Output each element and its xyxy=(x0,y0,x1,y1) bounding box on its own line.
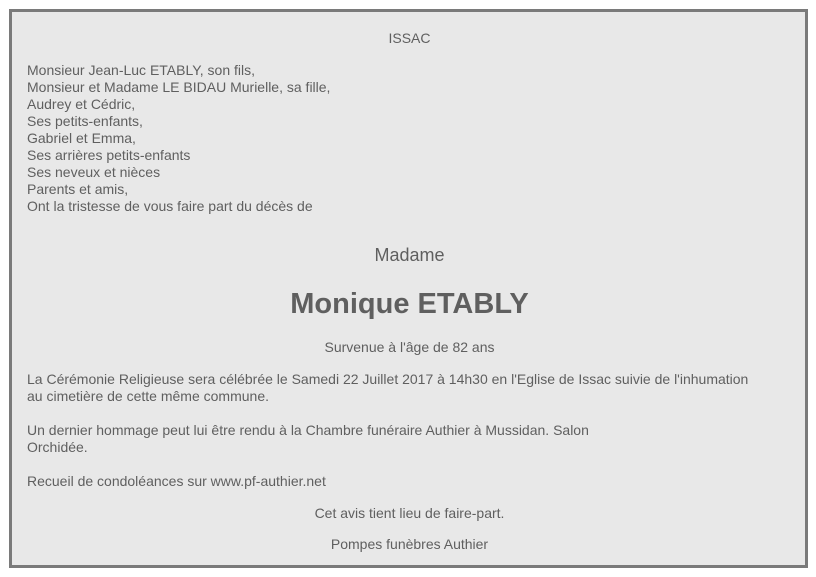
faire-part-notice: Cet avis tient lieu de faire-part. xyxy=(314,505,505,521)
obituary-notice-frame xyxy=(9,9,808,568)
family-line: Audrey et Cédric, xyxy=(27,96,136,112)
civility-title: Madame xyxy=(374,245,445,265)
age-line: Survenue à l'âge de 82 ans xyxy=(324,339,495,355)
condolences-line: Recueil de condoléances sur www.pf-authier.net xyxy=(27,473,326,489)
funeral-home-signature: Pompes funèbres Authier xyxy=(330,536,489,552)
family-line: Ont la tristesse de vous faire part du décès de xyxy=(27,198,313,214)
ceremony-line: La Cérémonie Religieuse sera célébrée le Samedi 22 Juillet 2017 à 14h30 en l'Eglise de Issac suivie de l'inhumation xyxy=(27,371,749,387)
ceremony-paragraph xyxy=(27,371,792,405)
family-line: Ses petits-enfants, xyxy=(27,113,143,129)
family-line: Monsieur Jean-Luc ETABLY, son fils, xyxy=(27,62,255,78)
ceremony-line: au cimetière de cette même commune. xyxy=(27,388,269,404)
homage-paragraph xyxy=(27,422,627,456)
family-line: Ses neveux et nièces xyxy=(27,164,161,180)
town-heading: ISSAC xyxy=(388,30,431,46)
homage-line: Un dernier hommage peut lui être rendu à la Chambre funéraire Authier à Mussidan. Salon xyxy=(27,422,589,438)
family-list xyxy=(27,62,330,215)
family-line: Gabriel et Emma, xyxy=(27,130,136,146)
family-line: Ses arrières petits-enfants xyxy=(27,147,191,163)
family-line: Parents et amis, xyxy=(27,181,129,197)
family-line: Monsieur et Madame LE BIDAU Murielle, sa fille, xyxy=(27,79,331,95)
deceased-name: Monique ETABLY xyxy=(290,288,529,320)
homage-line: Orchidée. xyxy=(27,439,88,455)
